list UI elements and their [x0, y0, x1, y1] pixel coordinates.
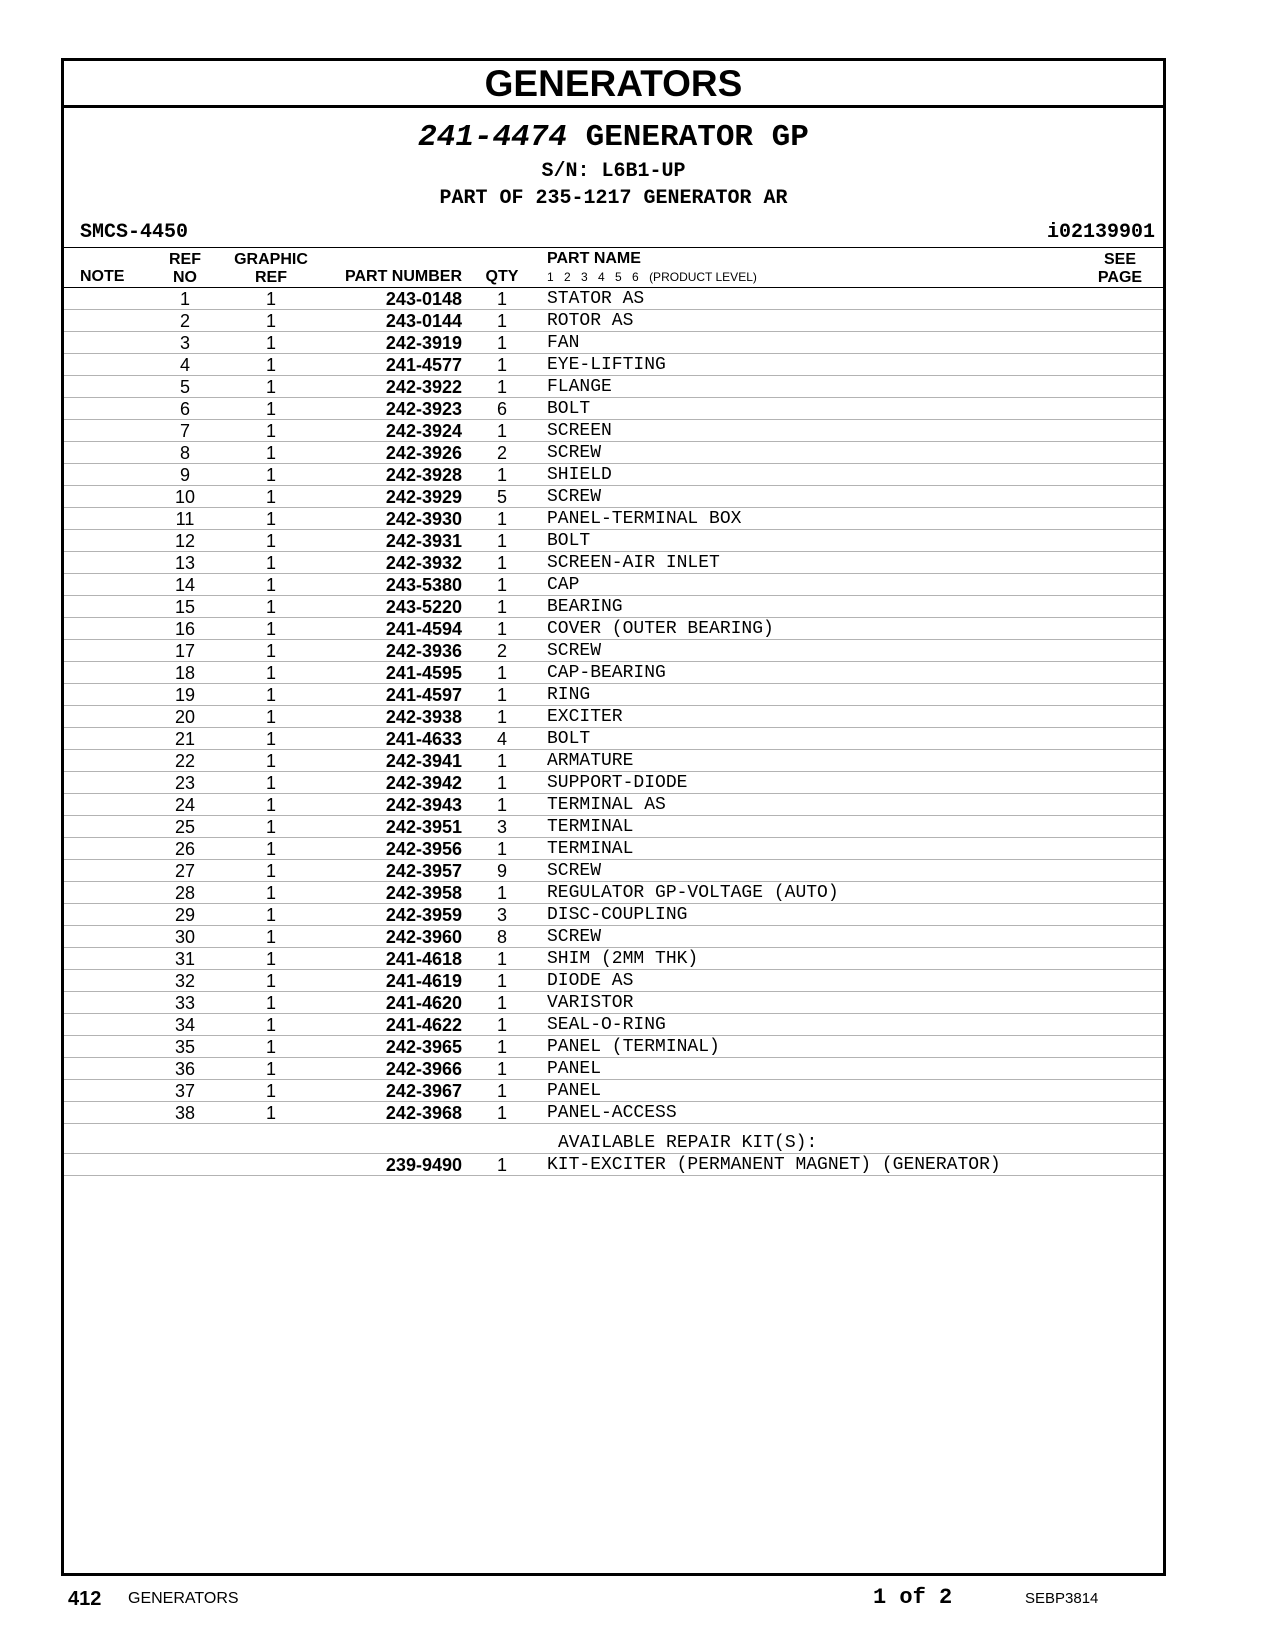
graphic-ref: 1 [265, 597, 276, 617]
quantity: 1 [496, 795, 507, 815]
part-name: BEARING [547, 597, 623, 617]
table-row [64, 882, 1163, 904]
graphic-ref: 1 [265, 663, 276, 683]
graphic-ref: 1 [265, 377, 276, 397]
part-number: 242-3959 [385, 905, 462, 925]
graphic-ref: 1 [265, 971, 276, 991]
ref-no: 10 [174, 487, 196, 507]
part-number: 242-3932 [385, 553, 462, 573]
footer-section: GENERATORS [128, 1590, 239, 1607]
repair-kit-heading: AVAILABLE REPAIR KIT(S): [558, 1133, 818, 1153]
part-number: 242-3924 [385, 421, 462, 441]
table-row [64, 596, 1163, 618]
part-number: 243-0148 [385, 289, 462, 309]
part-name: REGULATOR GP-VOLTAGE (AUTO) [547, 883, 839, 903]
ref-no: 9 [179, 465, 190, 485]
graphic-ref: 1 [265, 729, 276, 749]
ref-no: 35 [174, 1037, 196, 1057]
ref-no: 23 [174, 773, 196, 793]
table-row [64, 1102, 1163, 1124]
serial-number: S/N: L6B1-UP [541, 160, 686, 183]
graphic-ref: 1 [265, 509, 276, 529]
graphic-ref: 1 [265, 795, 276, 815]
header-see-page: SEE PAGE [1097, 251, 1143, 286]
quantity: 1 [496, 575, 507, 595]
part-number: 241-4595 [385, 663, 462, 683]
part-name: COVER (OUTER BEARING) [547, 619, 774, 639]
graphic-ref: 1 [265, 421, 276, 441]
graphic-ref: 1 [265, 993, 276, 1013]
ref-no: 33 [174, 993, 196, 1013]
graphic-ref: 1 [265, 553, 276, 573]
quantity: 1 [496, 333, 507, 353]
ref-no: 28 [174, 883, 196, 903]
header-product-levels: 1 2 3 4 5 6 (PRODUCT LEVEL) [547, 270, 757, 284]
part-number: 242-3943 [385, 795, 462, 815]
table-row [64, 1014, 1163, 1036]
part-number: 241-4620 [385, 993, 462, 1013]
part-number: 242-3938 [385, 707, 462, 727]
ref-no: 6 [179, 399, 190, 419]
table-row [64, 1080, 1163, 1102]
header-qty: QTY [485, 268, 519, 285]
meta-line [64, 219, 1163, 247]
graphic-ref: 1 [265, 1037, 276, 1057]
part-name: ARMATURE [547, 751, 634, 771]
ref-no: 21 [174, 729, 196, 749]
graphic-ref: 1 [265, 861, 276, 881]
quantity: 1 [496, 1103, 507, 1123]
part-name: BOLT [547, 399, 591, 419]
graphic-ref: 1 [265, 531, 276, 551]
quantity: 1 [496, 509, 507, 529]
ref-no: 2 [179, 311, 190, 331]
quantity: 1 [496, 949, 507, 969]
ref-no: 1 [179, 289, 190, 309]
part-number: 242-3941 [385, 751, 462, 771]
table-row [64, 662, 1163, 684]
part-number: 242-3936 [385, 641, 462, 661]
part-name: SEAL-O-RING [547, 1015, 666, 1035]
table-row [64, 750, 1163, 772]
table-row [64, 728, 1163, 750]
quantity: 6 [496, 399, 507, 419]
graphic-ref: 1 [265, 1015, 276, 1035]
graphic-ref: 1 [265, 641, 276, 661]
quantity: 1 [496, 421, 507, 441]
table-row [64, 420, 1163, 442]
kit-part-number: 239-9490 [385, 1155, 462, 1175]
quantity: 1 [496, 993, 507, 1013]
quantity: 2 [496, 641, 507, 661]
part-number: 241-4597 [385, 685, 462, 705]
graphic-ref: 1 [265, 773, 276, 793]
group-part-number: 241-4474 [418, 120, 567, 155]
graphic-ref: 1 [265, 707, 276, 727]
graphic-ref: 1 [265, 817, 276, 837]
part-number: 242-3931 [385, 531, 462, 551]
ref-no: 25 [174, 817, 196, 837]
quantity: 1 [496, 1081, 507, 1101]
table-row [64, 772, 1163, 794]
ref-no: 18 [174, 663, 196, 683]
table-row [64, 926, 1163, 948]
quantity: 1 [496, 883, 507, 903]
part-name: CAP [547, 575, 580, 595]
ref-no: 5 [179, 377, 190, 397]
table-row [64, 706, 1163, 728]
quantity: 4 [496, 729, 507, 749]
ref-no: 7 [179, 421, 190, 441]
part-name: VARISTOR [547, 993, 634, 1013]
quantity: 3 [496, 905, 507, 925]
ref-no: 13 [174, 553, 196, 573]
header-part-number: PART NUMBER [344, 268, 462, 285]
graphic-ref: 1 [265, 685, 276, 705]
quantity: 1 [496, 355, 507, 375]
quantity: 1 [496, 773, 507, 793]
graphic-ref: 1 [265, 927, 276, 947]
ref-no: 16 [174, 619, 196, 639]
quantity: 1 [496, 663, 507, 683]
table-row [64, 442, 1163, 464]
part-name: DISC-COUPLING [547, 905, 688, 925]
part-name: EXCITER [547, 707, 623, 727]
table-row [64, 376, 1163, 398]
quantity: 1 [496, 531, 507, 551]
part-number: 242-3957 [385, 861, 462, 881]
graphic-ref: 1 [265, 751, 276, 771]
part-name: DIODE AS [547, 971, 634, 991]
part-number: 241-4622 [385, 1015, 462, 1035]
quantity: 1 [496, 707, 507, 727]
graphic-ref: 1 [265, 311, 276, 331]
table-row [64, 992, 1163, 1014]
part-of-line: PART OF 235-1217 GENERATOR AR [439, 187, 788, 210]
part-number: 242-3951 [385, 817, 462, 837]
quantity: 1 [496, 311, 507, 331]
part-name: TERMINAL AS [547, 795, 666, 815]
ref-no: 19 [174, 685, 196, 705]
table-row [64, 838, 1163, 860]
part-number: 242-3958 [385, 883, 462, 903]
page-frame [61, 58, 1166, 1576]
quantity: 1 [496, 751, 507, 771]
graphic-ref: 1 [265, 949, 276, 969]
smcs-code: SMCS-4450 [80, 221, 189, 244]
part-name: PANEL-ACCESS [547, 1103, 677, 1123]
ref-no: 27 [174, 861, 196, 881]
quantity: 1 [496, 289, 507, 309]
part-name: SHIELD [547, 465, 612, 485]
column-headers [64, 247, 1163, 288]
part-name: PANEL [547, 1059, 602, 1079]
graphic-ref: 1 [265, 1081, 276, 1101]
illustration-id: i02139901 [1046, 221, 1155, 244]
table-row [64, 618, 1163, 640]
footer-doc-id: SEBP3814 [1025, 1590, 1099, 1607]
part-number: 241-4633 [385, 729, 462, 749]
quantity: 1 [496, 685, 507, 705]
part-name: ROTOR AS [547, 311, 634, 331]
part-number: 242-3922 [385, 377, 462, 397]
ref-no: 36 [174, 1059, 196, 1079]
part-number: 242-3923 [385, 399, 462, 419]
table-row [64, 970, 1163, 992]
quantity: 1 [496, 1015, 507, 1035]
group-name: GENERATOR GP [585, 120, 809, 155]
graphic-ref: 1 [265, 487, 276, 507]
ref-no: 20 [174, 707, 196, 727]
part-number: 243-0144 [385, 311, 462, 331]
part-number: 242-3967 [385, 1081, 462, 1101]
quantity: 1 [496, 619, 507, 639]
table-row [64, 486, 1163, 508]
table-row [64, 860, 1163, 882]
table-row [64, 640, 1163, 662]
graphic-ref: 1 [265, 575, 276, 595]
part-name: TERMINAL [547, 817, 634, 837]
graphic-ref: 1 [265, 289, 276, 309]
table-row [64, 574, 1163, 596]
table-row [64, 948, 1163, 970]
quantity: 1 [496, 553, 507, 573]
table-row [64, 310, 1163, 332]
part-number: 241-4619 [385, 971, 462, 991]
quantity: 1 [496, 839, 507, 859]
ref-no: 34 [174, 1015, 196, 1035]
footer-page-number: 412 [68, 1588, 102, 1610]
part-number: 242-3960 [385, 927, 462, 947]
part-name: EYE-LIFTING [547, 355, 666, 375]
graphic-ref: 1 [265, 839, 276, 859]
table-row [64, 1036, 1163, 1058]
header-ref-no: REF NO [169, 251, 201, 286]
quantity: 5 [496, 487, 507, 507]
header-graphic-ref: GRAPHIC REF [234, 251, 308, 286]
table-row [64, 816, 1163, 838]
repair-kit-row [64, 1154, 1163, 1176]
part-name: PANEL-TERMINAL BOX [547, 509, 742, 529]
part-number: 242-3968 [385, 1103, 462, 1123]
part-name: PANEL [547, 1081, 602, 1101]
part-number: 242-3956 [385, 839, 462, 859]
ref-no: 31 [174, 949, 196, 969]
quantity: 2 [496, 443, 507, 463]
part-name: SCREW [547, 641, 602, 661]
graphic-ref: 1 [265, 619, 276, 639]
ref-no: 15 [174, 597, 196, 617]
part-number: 241-4618 [385, 949, 462, 969]
graphic-ref: 1 [265, 1103, 276, 1123]
ref-no: 32 [174, 971, 196, 991]
table-row [64, 398, 1163, 420]
part-name: CAP-BEARING [547, 663, 666, 683]
part-number: 242-3926 [385, 443, 462, 463]
graphic-ref: 1 [265, 333, 276, 353]
ref-no: 14 [174, 575, 196, 595]
quantity: 1 [496, 377, 507, 397]
graphic-ref: 1 [265, 399, 276, 419]
part-name: SCREW [547, 443, 602, 463]
ref-no: 3 [179, 333, 190, 353]
table-row [64, 354, 1163, 376]
table-row [64, 904, 1163, 926]
graphic-ref: 1 [265, 443, 276, 463]
ref-no: 11 [175, 509, 195, 529]
ref-no: 38 [174, 1103, 196, 1123]
quantity: 3 [496, 817, 507, 837]
kit-name: KIT-EXCITER (PERMANENT MAGNET) (GENERATOR) [547, 1155, 1001, 1175]
title-block [64, 120, 1163, 211]
part-name: SCREEN [547, 421, 612, 441]
quantity: 1 [496, 597, 507, 617]
part-name: SCREW [547, 927, 602, 947]
table-row [64, 552, 1163, 574]
part-name: FLANGE [547, 377, 612, 397]
part-name: SCREEN-AIR INLET [547, 553, 720, 573]
ref-no: 26 [174, 839, 196, 859]
part-name: SUPPORT-DIODE [547, 773, 688, 793]
graphic-ref: 1 [265, 1059, 276, 1079]
table-row [64, 288, 1163, 310]
kit-quantity: 1 [496, 1155, 507, 1175]
quantity: 1 [496, 1059, 507, 1079]
page-footer [0, 1582, 1275, 1612]
graphic-ref: 1 [265, 883, 276, 903]
part-name: STATOR AS [547, 289, 645, 309]
part-number: 242-3966 [385, 1059, 462, 1079]
ref-no: 24 [174, 795, 196, 815]
part-number: 243-5220 [385, 597, 462, 617]
ref-no: 12 [174, 531, 196, 551]
ref-no: 30 [174, 927, 196, 947]
header-note: NOTE [80, 268, 125, 285]
graphic-ref: 1 [265, 465, 276, 485]
group-title [64, 120, 1163, 156]
ref-no: 17 [174, 641, 196, 661]
repair-kit-heading-row [64, 1124, 1163, 1154]
part-name: RING [547, 685, 591, 705]
part-number: 242-3928 [385, 465, 462, 485]
graphic-ref: 1 [265, 355, 276, 375]
header-part-name: PART NAME [547, 250, 641, 267]
quantity: 1 [496, 465, 507, 485]
part-name: SCREW [547, 487, 602, 507]
table-row [64, 794, 1163, 816]
ref-no: 22 [174, 751, 196, 771]
part-name: PANEL (TERMINAL) [547, 1037, 720, 1057]
part-number: 242-3965 [385, 1037, 462, 1057]
table-row [64, 530, 1163, 552]
part-number: 242-3919 [385, 333, 462, 353]
table-row [64, 464, 1163, 486]
table-row [64, 508, 1163, 530]
section-banner: GENERATORS [64, 61, 1163, 108]
part-number: 242-3930 [385, 509, 462, 529]
table-row [64, 684, 1163, 706]
part-name: BOLT [547, 729, 591, 749]
part-number: 243-5380 [385, 575, 462, 595]
quantity: 1 [496, 1037, 507, 1057]
part-name: FAN [547, 333, 580, 353]
table-row [64, 1058, 1163, 1080]
part-number: 241-4577 [385, 355, 462, 375]
part-name: BOLT [547, 531, 591, 551]
graphic-ref: 1 [265, 905, 276, 925]
part-number: 241-4594 [385, 619, 462, 639]
part-name: SCREW [547, 861, 602, 881]
part-name: SHIM (2MM THK) [547, 949, 699, 969]
ref-no: 4 [179, 355, 190, 375]
footer-page-of: 1 of 2 [873, 1585, 953, 1610]
ref-no: 8 [179, 443, 190, 463]
table-row [64, 332, 1163, 354]
part-name: TERMINAL [547, 839, 634, 859]
part-number: 242-3929 [385, 487, 462, 507]
ref-no: 29 [174, 905, 196, 925]
quantity: 8 [496, 927, 507, 947]
part-number: 242-3942 [385, 773, 462, 793]
quantity: 9 [496, 861, 507, 881]
parts-table-body [64, 288, 1163, 1176]
ref-no: 37 [174, 1081, 196, 1101]
quantity: 1 [496, 971, 507, 991]
